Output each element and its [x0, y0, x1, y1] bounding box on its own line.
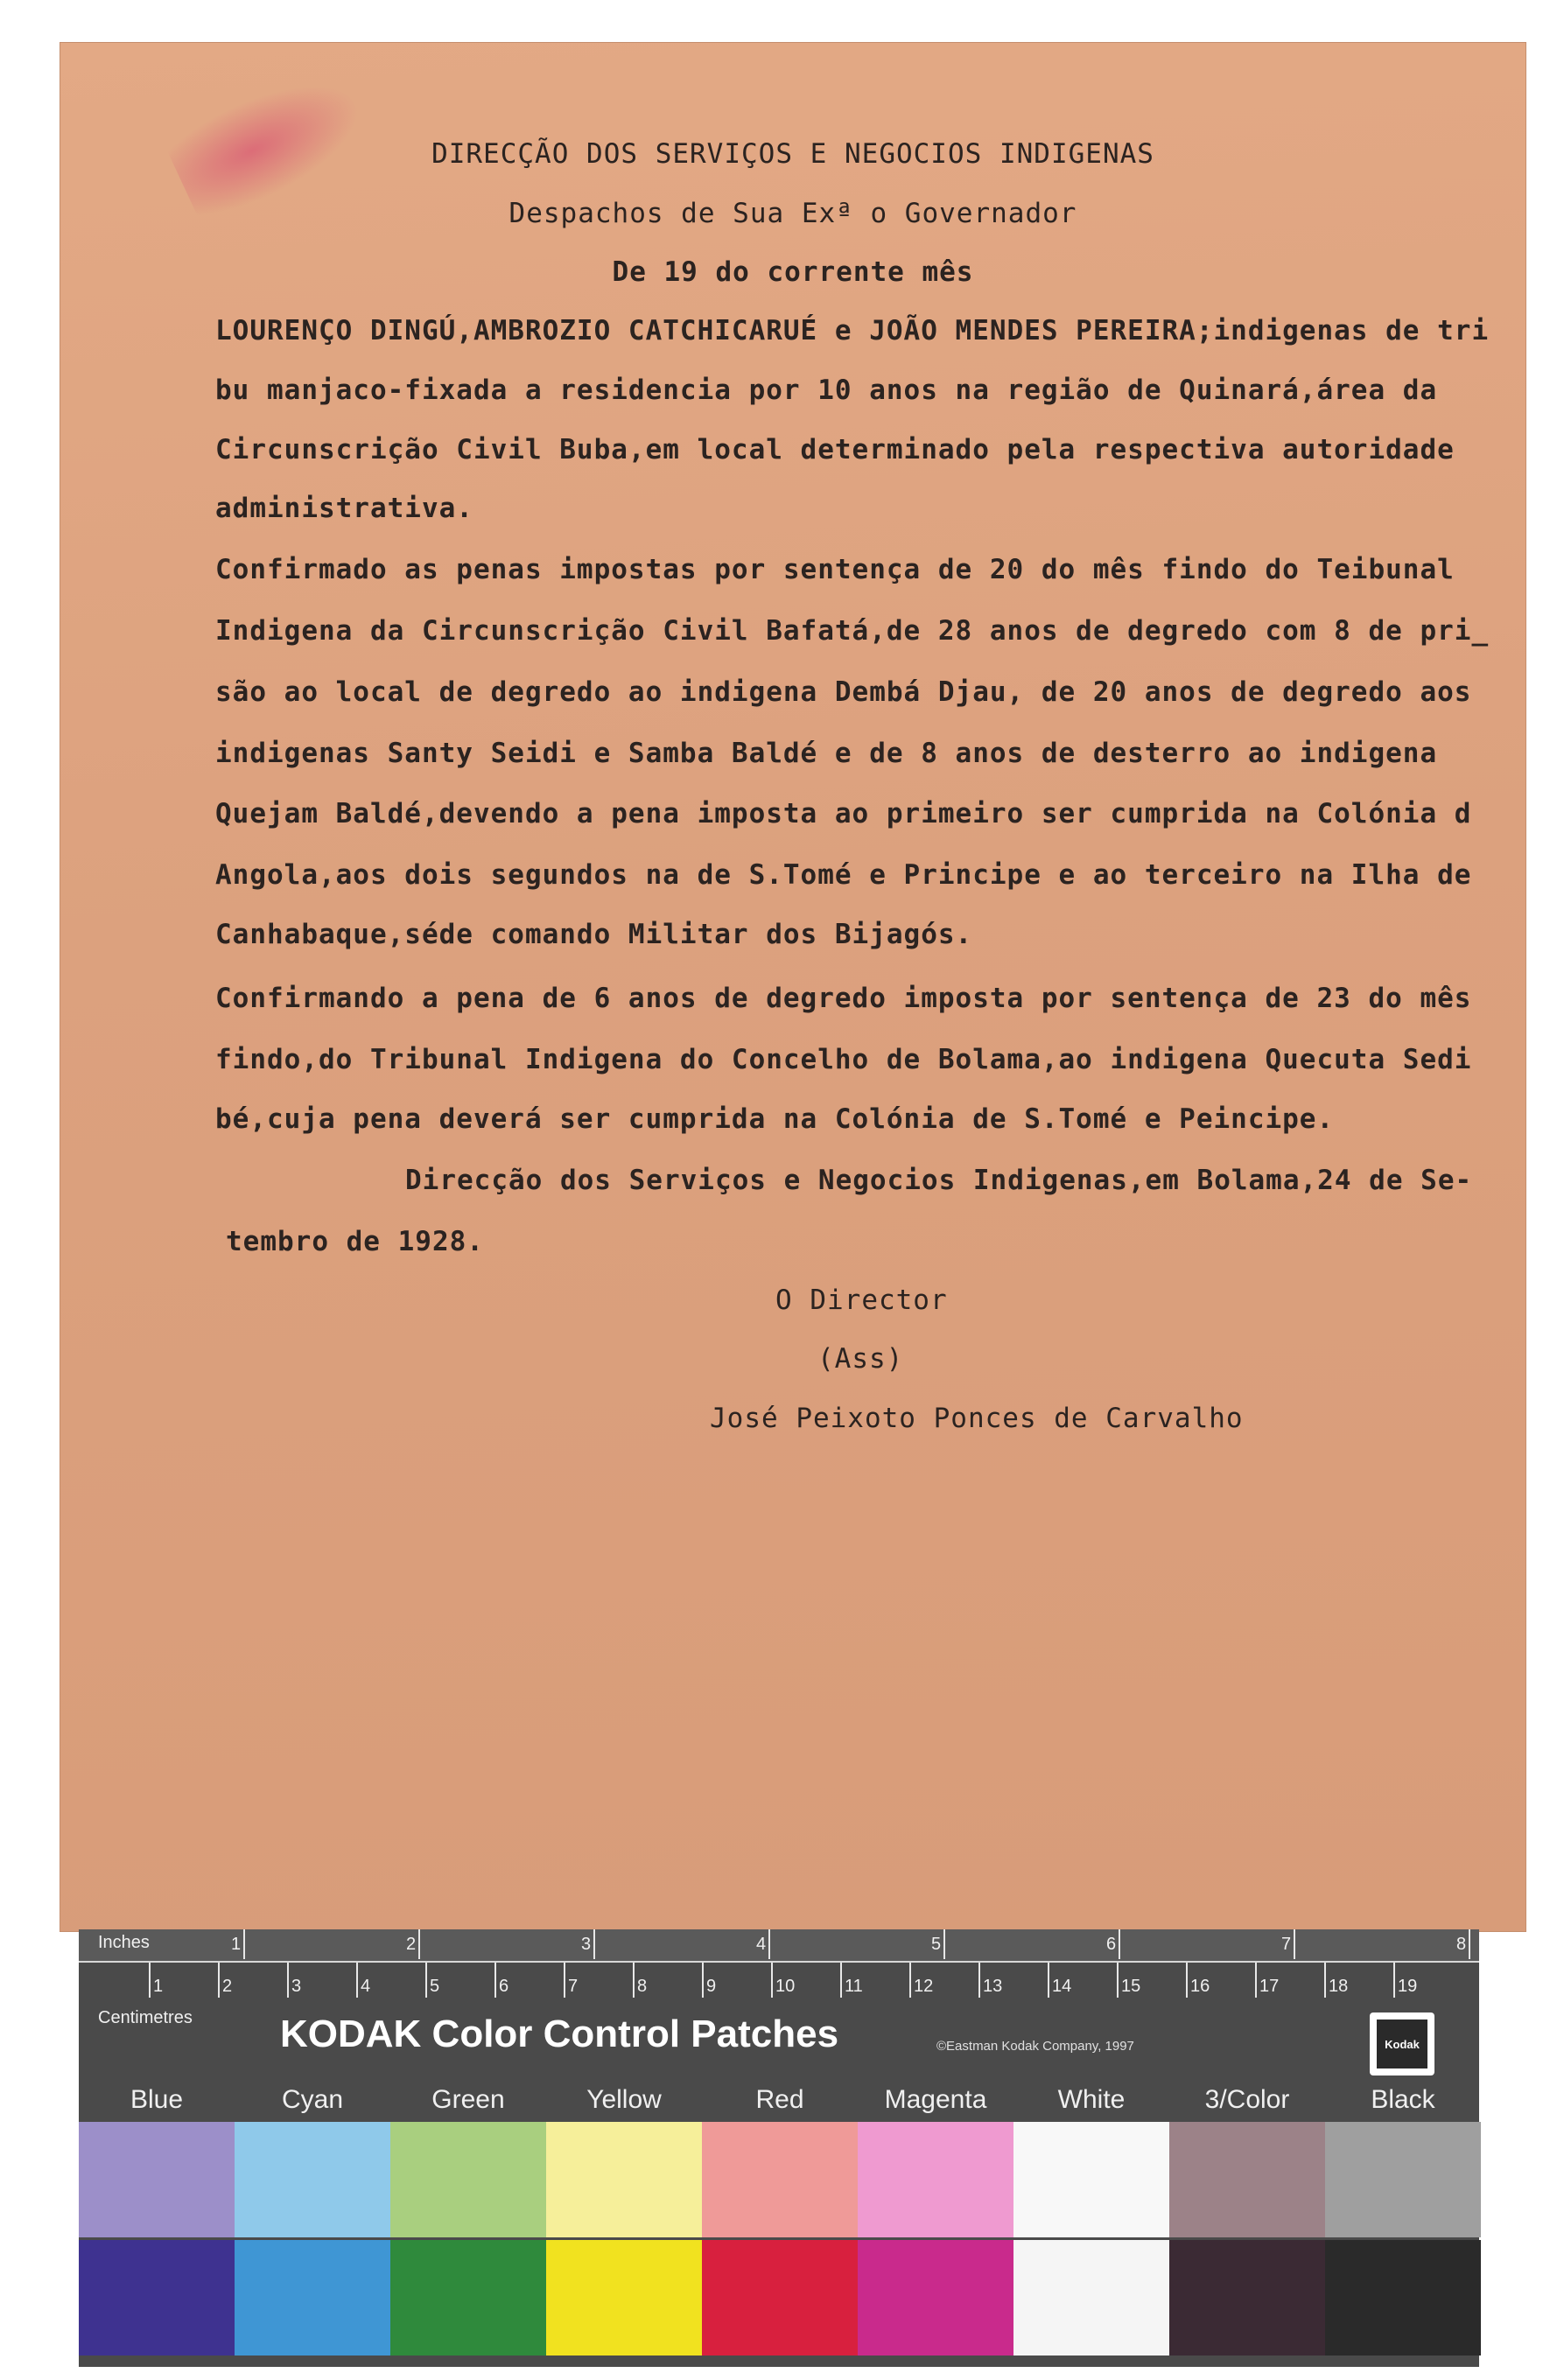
signature-name: José Peixoto Ponces de Carvalho: [710, 1403, 1244, 1434]
kodak-color-strip: [79, 1929, 1479, 2367]
header-line-3: De 19 do corrente mês: [612, 256, 974, 288]
cm-tick-label: 15: [1121, 1977, 1141, 1996]
patch-label: Blue: [130, 2085, 184, 2114]
inch-tick: [1469, 1929, 1470, 1959]
centimetres-label: Centimetres: [98, 2008, 193, 2027]
color-patch-bottom: [1013, 2240, 1169, 2356]
patch-label: Green: [431, 2085, 505, 2114]
color-patch-top: [390, 2122, 546, 2237]
color-patch-bottom: [235, 2240, 390, 2356]
body-line: são ao local de degredo ao indigena Dembá Djau, de 20 anos de degredo aos: [215, 676, 1472, 708]
color-patch-bottom: [702, 2240, 858, 2356]
cm-tick-label: 19: [1398, 1977, 1418, 1996]
cm-tick: [218, 1963, 220, 1998]
inch-tick-label: 8: [1456, 1935, 1467, 1954]
color-patch-top: [1169, 2122, 1325, 2237]
body-line: Circunscrição Civil Buba,em local determinado pela respectiva autoridade: [215, 434, 1455, 466]
inch-tick: [768, 1929, 770, 1959]
cm-tick: [287, 1963, 289, 1998]
inch-tick-label: 7: [1281, 1935, 1292, 1954]
patch-label: 3/Color: [1204, 2085, 1290, 2114]
color-patch-top: [1013, 2122, 1169, 2237]
inch-tick: [1119, 1929, 1120, 1959]
body-line: tembro de 1928.: [226, 1226, 484, 1257]
body-line: Confirmado as penas impostas por sentença de 20 do mês findo do Teibunal: [215, 554, 1455, 585]
inch-tick-label: 3: [581, 1935, 592, 1954]
inch-tick: [943, 1929, 945, 1959]
cm-tick-label: 17: [1259, 1977, 1280, 1996]
body-line: Confirmando a pena de 6 anos de degredo imposta por sentença de 23 do mês: [215, 983, 1472, 1014]
cm-tick-label: 14: [1052, 1977, 1072, 1996]
kodak-logo: [1370, 2012, 1434, 2076]
cm-tick-label: 13: [983, 1977, 1003, 1996]
color-patch-top: [858, 2122, 1013, 2237]
cm-tick-label: 10: [775, 1977, 796, 1996]
cm-tick-label: 7: [568, 1977, 579, 1996]
inch-tick: [1294, 1929, 1295, 1959]
inch-ruler: [79, 1929, 1479, 1963]
kodak-logo-mark: Kodak: [1377, 2020, 1427, 2068]
cm-tick-label: 16: [1190, 1977, 1210, 1996]
body-line: bu manjaco-fixada a residencia por 10 anos na região de Quinará,área da: [215, 374, 1438, 406]
color-patch-top: [546, 2122, 702, 2237]
cm-tick: [771, 1963, 773, 1998]
cm-tick: [149, 1963, 151, 1998]
inch-tick-label: 4: [756, 1935, 767, 1954]
body-line: findo,do Tribunal Indigena do Concelho de Bolama,ao indigena Quecuta Sedi: [215, 1044, 1472, 1075]
cm-tick: [909, 1963, 911, 1998]
cm-tick-label: 9: [706, 1977, 717, 1996]
color-patch-top: [235, 2122, 390, 2237]
body-line: Indigena da Circunscrição Civil Bafatá,de 28 anos de degredo com 8 de pri_: [215, 615, 1490, 647]
inch-tick: [243, 1929, 245, 1959]
cm-tick: [1255, 1963, 1257, 1998]
body-line: Quejam Baldé,devendo a pena imposta ao primeiro ser cumprida na Colónia d: [215, 798, 1472, 830]
cm-tick-label: 3: [291, 1977, 302, 1996]
cm-tick: [702, 1963, 704, 1998]
cm-tick-label: 12: [914, 1977, 934, 1996]
inch-tick-label: 2: [406, 1935, 417, 1954]
color-patch-bottom: [1325, 2240, 1481, 2356]
cm-tick-label: 11: [845, 1977, 863, 1996]
cm-ruler: [79, 1963, 1479, 2027]
cm-tick: [564, 1963, 565, 1998]
color-patch-bottom: [546, 2240, 702, 2356]
cm-tick: [494, 1963, 496, 1998]
cm-tick: [356, 1963, 358, 1998]
patch-label: Magenta: [884, 2085, 987, 2114]
body-line: administrativa.: [215, 493, 473, 524]
patch-label: Yellow: [586, 2085, 662, 2114]
patch-label: Black: [1371, 2085, 1435, 2114]
signature-mark: (Ass): [817, 1343, 904, 1375]
inch-tick: [418, 1929, 420, 1959]
inch-tick: [593, 1929, 595, 1959]
patch-labels: [79, 2085, 1479, 2117]
body-line: Canhabaque,séde comando Militar dos Bijagós.: [215, 919, 973, 950]
inch-tick-label: 6: [1106, 1935, 1117, 1954]
cm-tick: [1186, 1963, 1188, 1998]
patch-label: Cyan: [281, 2085, 344, 2114]
cm-tick: [425, 1963, 427, 1998]
cm-tick-label: 5: [430, 1977, 440, 1996]
color-patch-bottom: [79, 2240, 235, 2356]
inch-tick-label: 5: [931, 1935, 942, 1954]
body-line: bé,cuja pena deverá ser cumprida na Colónia de S.Tomé e Peincipe.: [215, 1103, 1335, 1135]
cm-tick-label: 2: [222, 1977, 233, 1996]
cm-tick: [633, 1963, 635, 1998]
kodak-copyright: ©Eastman Kodak Company, 1997: [936, 2039, 1134, 2054]
document-page: [60, 42, 1526, 1932]
header-line-2: Despachos de Sua Exª o Governador: [508, 198, 1077, 229]
body-line: Angola,aos dois segundos na de S.Tomé e Principe e ao terceiro na Ilha de: [215, 859, 1472, 891]
cm-tick: [1393, 1963, 1395, 1998]
inch-tick-label: 1: [231, 1935, 242, 1954]
header-line-1: DIRECÇÃO DOS SERVIÇOS E NEGOCIOS INDIGENAS: [431, 138, 1154, 170]
body-line: indigenas Santy Seidi e Samba Baldé e de 8 anos de desterro ao indigena: [215, 738, 1438, 769]
patch-label: Red: [755, 2085, 804, 2114]
cm-tick-label: 4: [361, 1977, 371, 1996]
cm-tick-label: 8: [637, 1977, 648, 1996]
cm-tick-label: 18: [1329, 1977, 1349, 1996]
cm-tick: [978, 1963, 980, 1998]
cm-tick: [1048, 1963, 1049, 1998]
color-patch-top: [702, 2122, 858, 2237]
color-patch-top: [79, 2122, 235, 2237]
kodak-title: KODAK Color Control Patches: [280, 2012, 839, 2055]
cm-tick: [1117, 1963, 1119, 1998]
patch-label: White: [1057, 2085, 1126, 2114]
cm-tick-label: 1: [153, 1977, 164, 1996]
cm-tick-label: 6: [499, 1977, 509, 1996]
body-line: Direcção dos Serviços e Negocios Indigenas,em Bolama,24 de Se-: [405, 1165, 1473, 1196]
color-patch-top: [1325, 2122, 1481, 2237]
inches-label: Inches: [98, 1933, 150, 1952]
color-patch-bottom: [858, 2240, 1013, 2356]
cm-tick: [1324, 1963, 1326, 1998]
color-patch-bottom: [1169, 2240, 1325, 2356]
body-line: LOURENÇO DINGÚ,AMBROZIO CATCHICARUÉ e JOÃO MENDES PEREIRA;indigenas de tri: [215, 315, 1490, 346]
signature-title: O Director: [775, 1284, 948, 1316]
cm-tick: [840, 1963, 842, 1998]
color-patch-bottom: [390, 2240, 546, 2356]
